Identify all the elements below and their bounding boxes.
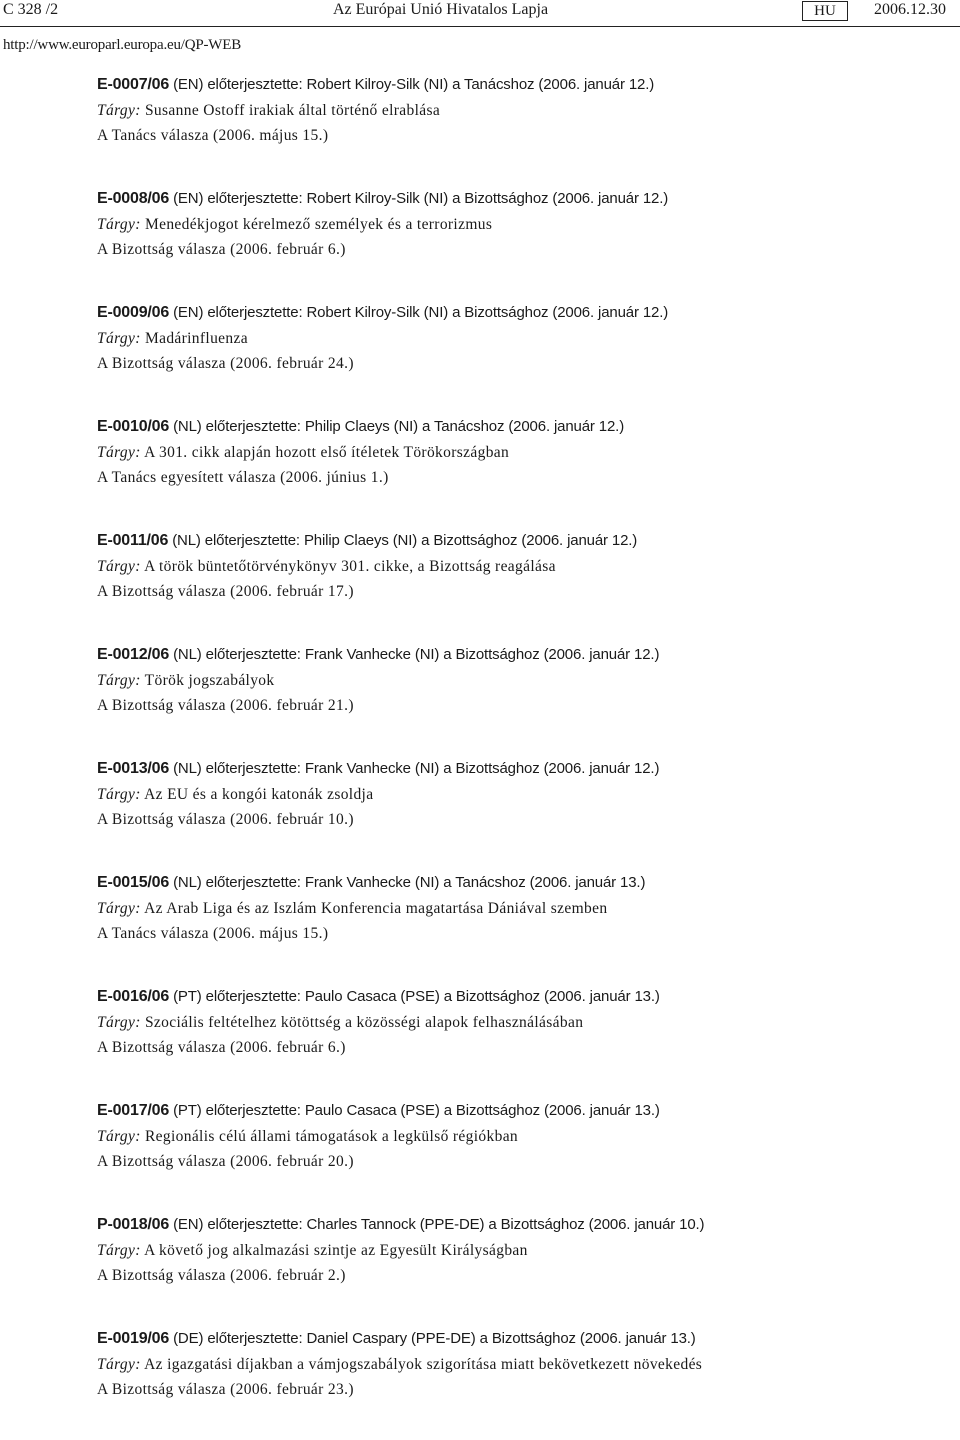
question-subject: Madárinfluenza <box>144 329 248 347</box>
language-badge: HU <box>802 1 848 21</box>
publication-date: 2006.12.30 <box>874 1 946 18</box>
question-meta: (EN) előterjesztette: Robert Kilroy-Silk (NI) a Bizottsághoz (2006. január 12.) <box>173 190 669 207</box>
question-meta: (NL) előterjesztette: Frank Vanhecke (NI) a Bizottsághoz (2006. január 12.) <box>173 760 660 777</box>
answer-line: A Tanács válasza (2006. május 15.) <box>97 127 329 144</box>
question-code: E-0010/06 <box>97 418 170 435</box>
subject-label: Tárgy: <box>97 329 141 347</box>
question-meta: (DE) előterjesztette: Daniel Caspary (PPE-DE) a Bizottsághoz (2006. január 13.) <box>173 1330 696 1347</box>
subject-label: Tárgy: <box>97 443 141 461</box>
subject-label: Tárgy: <box>97 1241 141 1259</box>
question-meta: (NL) előterjesztette: Philip Claeys (NI) a Bizottsághoz (2006. január 12.) <box>172 532 638 549</box>
question-entry <box>97 1326 937 1440</box>
question-code: E-0015/06 <box>97 874 170 891</box>
question-subject: A 301. cikk alapján hozott első ítéletek Törökországban <box>144 443 510 461</box>
question-subject: Regionális célú állami támogatások a legkülső régiókban <box>144 1127 519 1145</box>
question-meta: (NL) előterjesztette: Philip Claeys (NI) a Tanácshoz (2006. január 12.) <box>173 418 625 435</box>
question-entry <box>97 72 937 186</box>
question-meta: (EN) előterjesztette: Robert Kilroy-Silk (NI) a Bizottsághoz (2006. január 12.) <box>173 304 669 321</box>
question-meta: (EN) előterjesztette: Charles Tannock (PPE-DE) a Bizottsághoz (2006. január 10.) <box>173 1216 705 1233</box>
subject-label: Tárgy: <box>97 899 141 917</box>
question-meta: (PT) előterjesztette: Paulo Casaca (PSE) a Bizottsághoz (2006. január 13.) <box>173 988 660 1005</box>
question-entry <box>97 1098 937 1212</box>
question-meta: (NL) előterjesztette: Frank Vanhecke (NI) a Bizottsághoz (2006. január 12.) <box>173 646 660 663</box>
question-subject: Az igazgatási díjakban a vámjogszabályok szigorítása miatt bekövetkezett növekedés <box>144 1355 703 1373</box>
answer-line: A Tanács egyesített válasza (2006. június 1.) <box>97 469 389 486</box>
question-entry <box>97 870 937 984</box>
question-meta: (NL) előterjesztette: Frank Vanhecke (NI) a Tanácshoz (2006. január 13.) <box>173 874 646 891</box>
question-code: E-0013/06 <box>97 760 170 777</box>
question-entry <box>97 1212 937 1326</box>
question-subject: A török büntetőtörvénykönyv 301. cikke, a Bizottság reagálása <box>144 557 556 575</box>
question-subject: Szociális feltételhez kötöttség a közösségi alapok felhasználásában <box>144 1013 584 1031</box>
subject-label: Tárgy: <box>97 785 141 803</box>
subject-label: Tárgy: <box>97 1355 141 1373</box>
source-url[interactable]: http://www.europarl.europa.eu/QP-WEB <box>3 37 242 53</box>
question-meta: (PT) előterjesztette: Paulo Casaca (PSE) a Bizottsághoz (2006. január 13.) <box>173 1102 660 1119</box>
question-code: E-0019/06 <box>97 1330 170 1347</box>
question-code: E-0012/06 <box>97 646 170 663</box>
question-entry <box>97 300 937 414</box>
question-code: E-0011/06 <box>97 532 169 549</box>
question-code: E-0007/06 <box>97 76 170 93</box>
answer-line: A Bizottság válasza (2006. február 20.) <box>97 1153 354 1170</box>
subject-label: Tárgy: <box>97 671 141 689</box>
question-subject: A követő jog alkalmazási szintje az Egyesült Királyságban <box>144 1241 528 1259</box>
question-meta: (EN) előterjesztette: Robert Kilroy-Silk (NI) a Tanácshoz (2006. január 12.) <box>173 76 655 93</box>
question-entry <box>97 756 937 870</box>
answer-line: A Tanács válasza (2006. május 15.) <box>97 925 329 942</box>
journal-title: Az Európai Unió Hivatalos Lapja <box>333 1 549 18</box>
question-list <box>97 72 937 1440</box>
question-code: E-0016/06 <box>97 988 170 1005</box>
question-subject: Susanne Ostoff irakiak által történő elrablása <box>144 101 441 119</box>
question-subject: Az Arab Liga és az Iszlám Konferencia magatartása Dániával szemben <box>144 899 608 917</box>
answer-line: A Bizottság válasza (2006. február 2.) <box>97 1267 346 1284</box>
answer-line: A Bizottság válasza (2006. február 6.) <box>97 1039 346 1056</box>
subject-label: Tárgy: <box>97 215 141 233</box>
subject-label: Tárgy: <box>97 1013 141 1031</box>
answer-line: A Bizottság válasza (2006. február 21.) <box>97 697 354 714</box>
subject-label: Tárgy: <box>97 1127 141 1145</box>
question-code: E-0009/06 <box>97 304 170 321</box>
question-entry <box>97 414 937 528</box>
question-entry <box>97 528 937 642</box>
question-entry <box>97 984 937 1098</box>
question-code: P-0018/06 <box>97 1216 170 1233</box>
answer-line: A Bizottság válasza (2006. február 24.) <box>97 355 354 372</box>
question-entry <box>97 186 937 300</box>
page-reference: C 328 /2 <box>3 1 59 18</box>
subject-label: Tárgy: <box>97 101 141 119</box>
question-subject: Menedékjogot kérelmező személyek és a terrorizmus <box>144 215 493 233</box>
subject-label: Tárgy: <box>97 557 141 575</box>
question-entry <box>97 642 937 756</box>
answer-line: A Bizottság válasza (2006. február 17.) <box>97 583 354 600</box>
question-subject: Az EU és a kongói katonák zsoldja <box>144 785 374 803</box>
answer-line: A Bizottság válasza (2006. február 10.) <box>97 811 354 828</box>
answer-line: A Bizottság válasza (2006. február 23.) <box>97 1381 354 1398</box>
page-header <box>0 0 960 27</box>
answer-line: A Bizottság válasza (2006. február 6.) <box>97 241 346 258</box>
question-code: E-0008/06 <box>97 190 170 207</box>
question-subject: Török jogszabályok <box>144 671 275 689</box>
question-code: E-0017/06 <box>97 1102 170 1119</box>
